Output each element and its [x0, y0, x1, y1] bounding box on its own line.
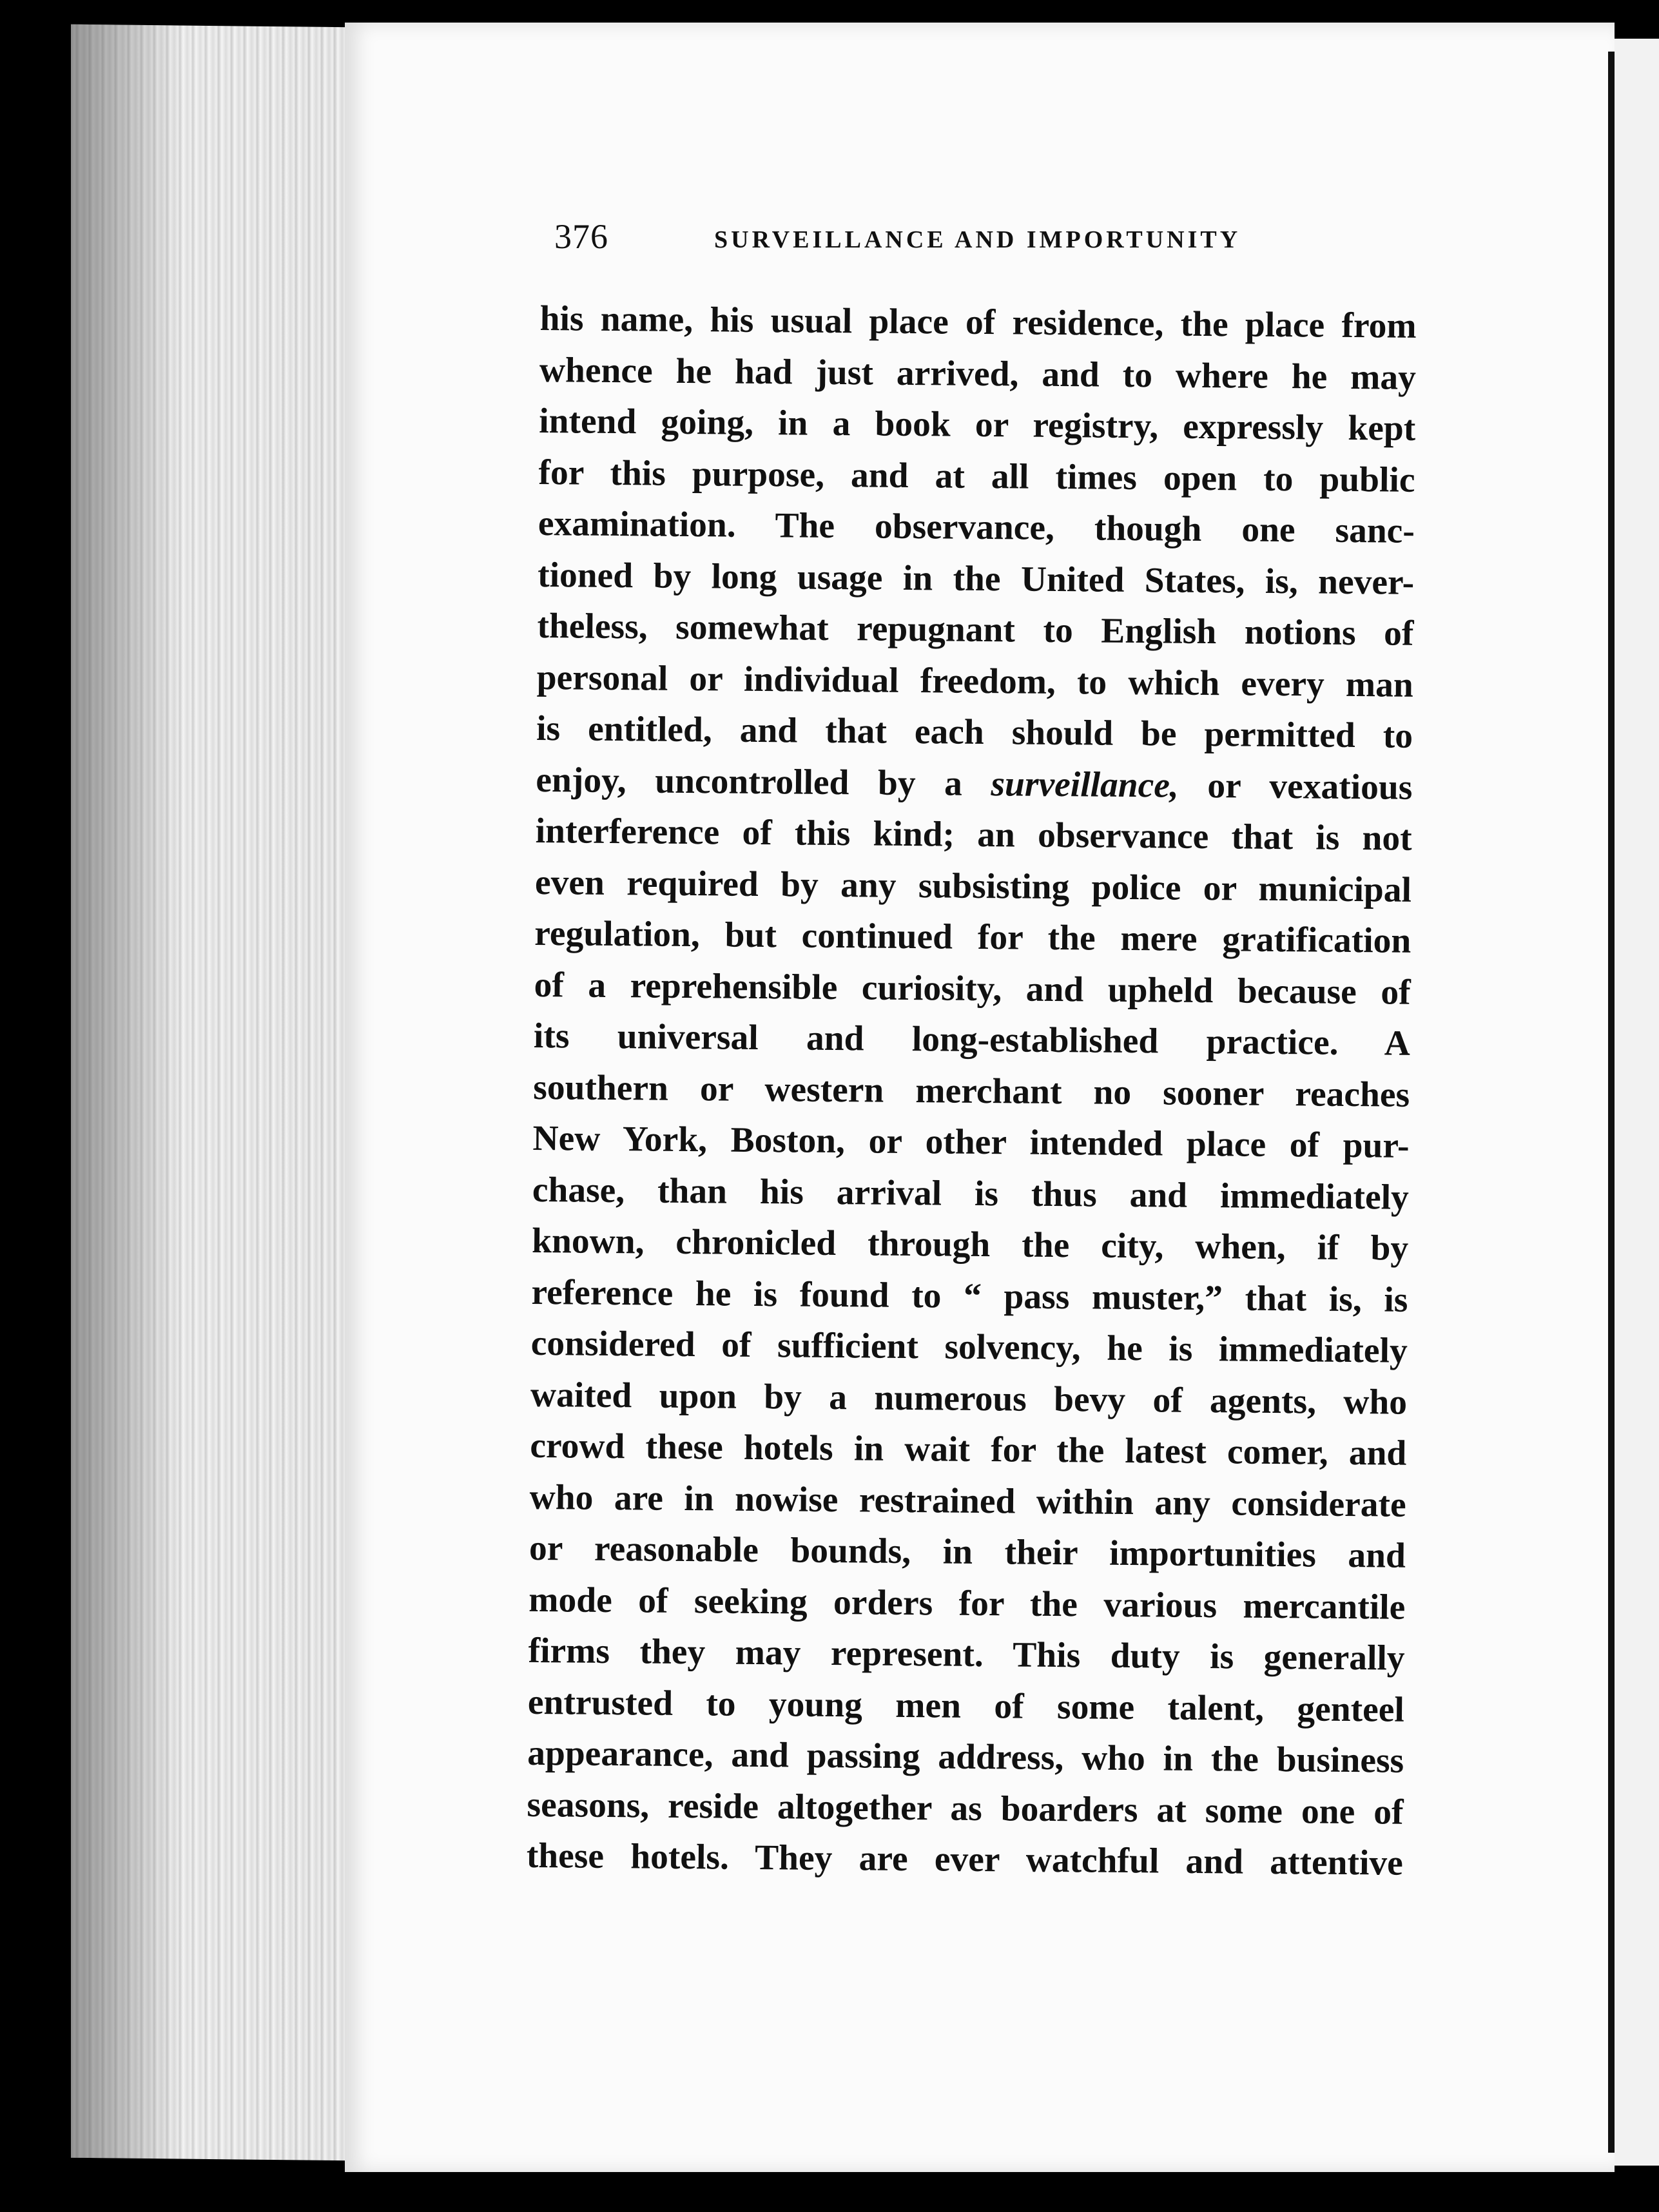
text-line: these hotels. They are ever watchful and attentive [526, 1836, 1404, 1883]
text-line: known, chronicled through the city, when, if by [531, 1221, 1409, 1268]
text-line: southern or western merchant no sooner reaches [532, 1067, 1410, 1115]
text-line: crowd these hotels in wait for the latest comer, and [530, 1426, 1407, 1473]
page-number: 376 [554, 217, 608, 256]
text-line: tioned by long usage in the United States, is, never- [537, 555, 1415, 603]
text-line: appearance, and passing address, who in the business [527, 1733, 1404, 1781]
text-line: reference he is found to “ pass muster,” that is, is [531, 1272, 1408, 1320]
text-line: is entitled, and that each should be permitted to [536, 708, 1413, 756]
text-line: seasons, reside altogether as boarders at some one of [527, 1785, 1404, 1832]
text-line: whence he had just arrived, and to where he may [539, 350, 1417, 398]
facing-page-edge [1615, 39, 1659, 2166]
italic-word: surveillance, [991, 764, 1179, 806]
text-line: entrusted to young men of some talent, genteel [527, 1682, 1405, 1730]
text-line: mode of seeking orders for the various mercantile [529, 1580, 1406, 1627]
text-line: who are in nowise restrained within any considerate [529, 1477, 1406, 1525]
edge-shade [71, 24, 348, 2161]
text-line: interference of this kind; an observance that is not [535, 811, 1412, 859]
text-line: its universal and long-established practice. A [533, 1016, 1411, 1063]
text-line: his name, his usual place of residence, the place from [539, 298, 1417, 346]
text-line: chase, than his arrival is thus and immediately [532, 1170, 1410, 1218]
text-line: or reasonable bounds, in their importunities and [529, 1528, 1406, 1576]
text-line: of a reprehensible curiosity, and upheld because of [534, 965, 1411, 1013]
text-line: even required by any subsisting police or municipal [534, 862, 1412, 910]
body-text [526, 293, 1416, 1889]
page-edge-stack [71, 24, 348, 2161]
text-line: waited upon by a numerous bevy of agents, who [530, 1375, 1408, 1422]
text-line: regulation, but continued for the mere gratification [534, 913, 1412, 961]
text-line: intend going, in a book or registry, expressly kept [539, 401, 1416, 449]
line-tail: or vexatious [1178, 766, 1413, 808]
text-line: firms they may represent. This duty is generally [528, 1631, 1405, 1678]
line-head: enjoy, uncontrolled by a [536, 760, 991, 804]
text-line: considered of sufficient solvency, he is immediately [530, 1323, 1408, 1371]
text-line: New York, Boston, or other intended place of pur- [532, 1118, 1410, 1166]
text-line: personal or individual freedom, to which every man [536, 657, 1414, 705]
text-line: examination. The observance, though one sanc- [538, 503, 1415, 551]
text-line: for this purpose, and at all times open to public [538, 452, 1415, 500]
text-line: theless, somewhat repugnant to English notions of [537, 606, 1414, 654]
text-line-with-italic [536, 754, 1413, 813]
running-title: SURVEILLANCE AND IMPORTUNITY [714, 226, 1241, 253]
gutter-shadow [1608, 52, 1615, 2153]
